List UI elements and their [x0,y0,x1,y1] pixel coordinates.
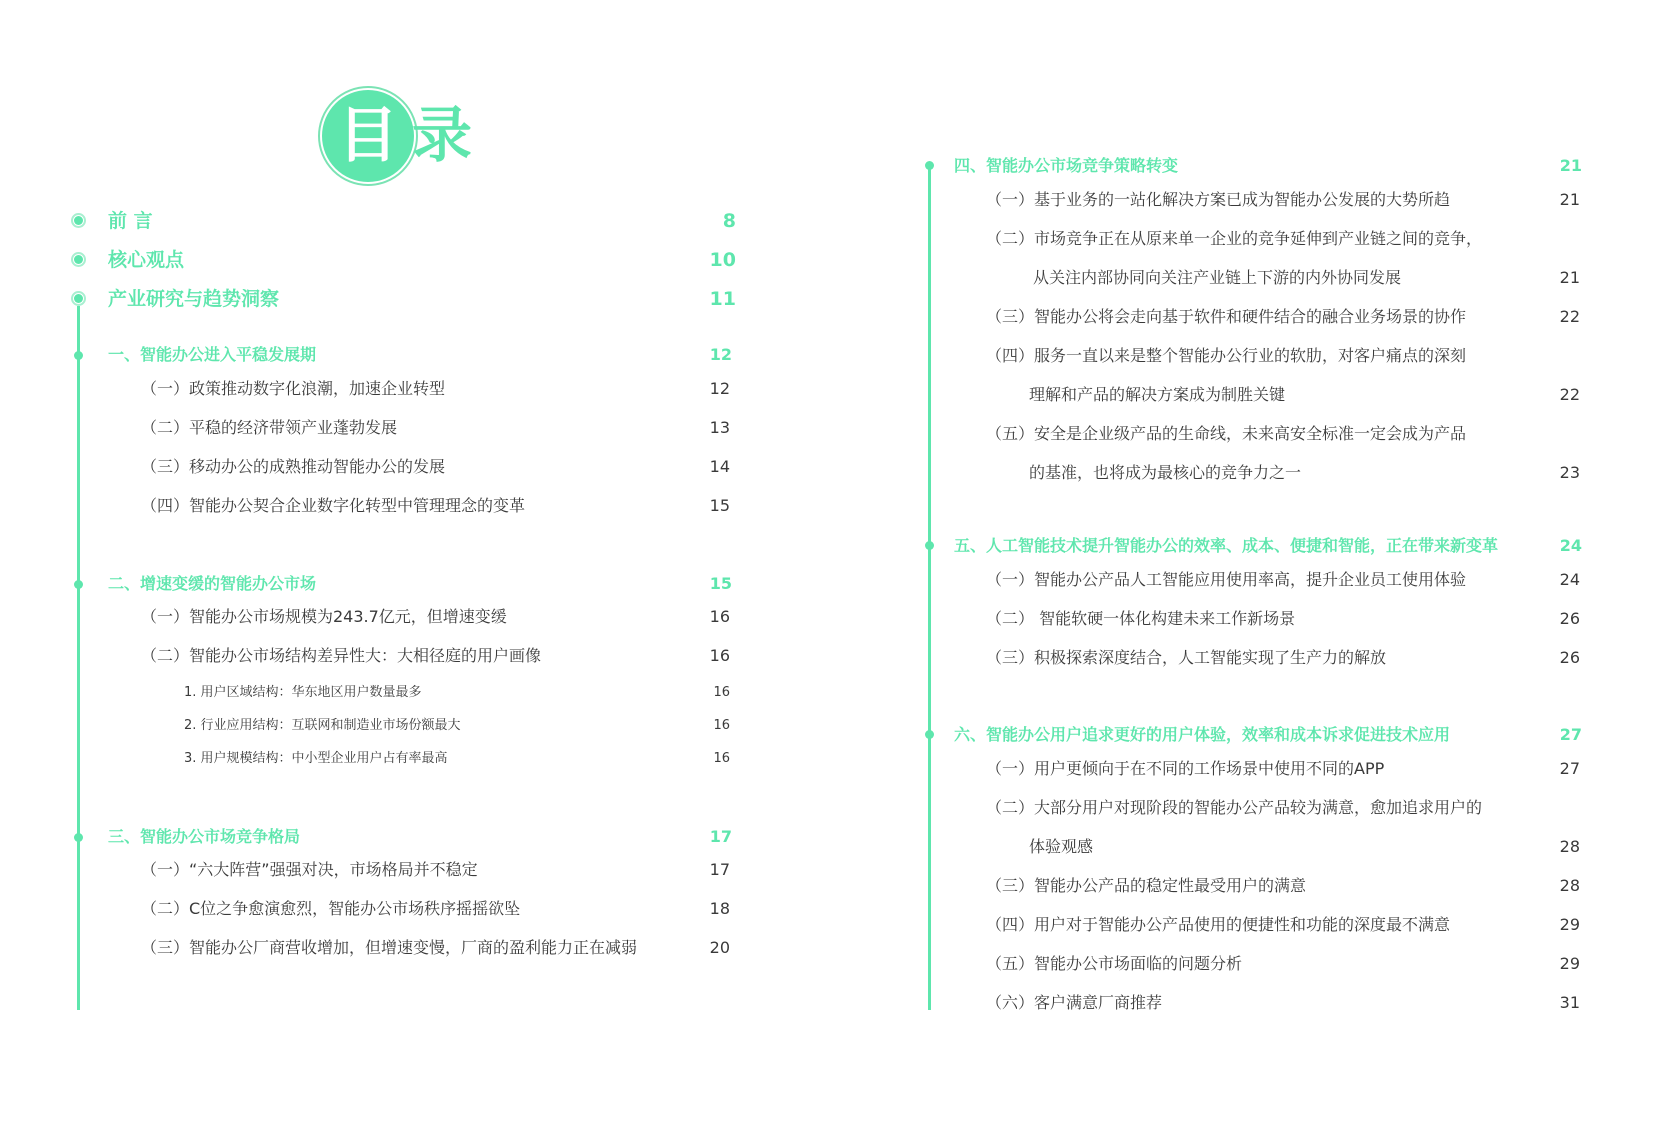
toc-subitem[interactable]: 3. 用户规模结构：中小型企业用户占有率最高 [184,751,448,766]
toc-page-number: 8 [722,210,736,232]
toc-item-continued[interactable]: 的基准，也将成为最核心的竞争力之一 [1029,463,1302,482]
toc-section-1[interactable]: 一、智能办公进入平稳发展期 [108,345,317,364]
toc-item[interactable]: （二）智能办公市场结构差异性大：大相径庭的用户画像 [141,646,542,665]
toc-page-number: 15 [709,496,730,515]
toc-section-2[interactable]: 二、增速变缓的智能办公市场 [108,574,317,593]
toc-page-number: 14 [709,457,730,476]
toc-page-number: 27 [1559,759,1580,778]
toc-page-number: 29 [1559,915,1580,934]
toc-item[interactable]: （一）政策推动数字化浪潮，加速企业转型 [141,379,446,398]
bullet-icon [74,294,83,303]
toc-page-number: 21 [1559,190,1580,209]
toc-item[interactable]: （一）智能办公市场规模为243.7亿元，但增速变缓 [141,607,507,626]
title-char-mu: 目 [338,101,398,171]
toc-item-industry-research[interactable]: 产业研究与趋势洞察 [108,288,280,310]
toc-page-number: 20 [709,938,730,957]
toc-subitem[interactable]: 2. 行业应用结构：互联网和制造业市场份额最大 [184,718,461,733]
toc-page-number: 28 [1559,837,1580,856]
toc-page-number: 16 [713,751,730,766]
toc-item[interactable]: （一）“六大阵营”强强对决，市场格局并不稳定 [141,860,478,879]
toc-page-number: 17 [709,827,732,846]
toc-page-number: 22 [1559,307,1580,326]
toc-item[interactable]: （五）智能办公市场面临的问题分析 [986,954,1243,973]
toc-page-number: 26 [1559,609,1580,628]
toc-page-number: 17 [709,860,730,879]
bullet-icon [74,351,83,360]
left-timeline-line [77,306,80,1010]
toc-item[interactable]: （一）智能办公产品人工智能应用使用率高，提升企业员工使用体验 [986,570,1467,589]
toc-page-number: 22 [1559,385,1580,404]
toc-page-number: 12 [709,379,730,398]
bullet-icon [74,833,83,842]
toc-page-number: 28 [1559,876,1580,895]
toc-item[interactable]: （二）C位之争愈演愈烈，智能办公市场秩序摇摇欲坠 [141,899,521,918]
toc-item[interactable]: （二）大部分用户对现阶段的智能办公产品较为满意，愈加追求用户的 [986,798,1483,817]
toc-item[interactable]: （四）服务一直以来是整个智能办公行业的软肋，对客户痛点的深刻 [986,346,1467,365]
toc-page-number: 15 [709,574,732,593]
toc-item-continued[interactable]: 体验观感 [1029,837,1094,856]
toc-item-key-views[interactable]: 核心观点 [108,249,185,271]
toc-section-5[interactable]: 五、人工智能技术提升智能办公的效率、成本、便捷和智能，正在带来新变革 [954,536,1499,555]
toc-page-number: 16 [713,685,730,700]
toc-page-number: 24 [1559,536,1582,555]
toc-page-number: 23 [1559,463,1580,482]
toc-page-number: 31 [1559,993,1580,1012]
toc-item-foreword[interactable]: 前 言 [108,210,153,232]
toc-item[interactable]: （一）基于业务的一站化解决方案已成为智能办公发展的大势所趋 [986,190,1451,209]
toc-page-number: 26 [1559,648,1580,667]
bullet-icon [74,255,83,264]
toc-page-number: 16 [713,718,730,733]
toc-item[interactable]: （三）移动办公的成熟推动智能办公的发展 [141,457,446,476]
toc-page-number: 29 [1559,954,1580,973]
toc-item[interactable]: （六）客户满意厂商推荐 [986,993,1163,1012]
toc-item[interactable]: （二）平稳的经济带领产业蓬勃发展 [141,418,398,437]
right-timeline-line [928,162,931,1010]
toc-item[interactable]: （三）智能办公产品的稳定性最受用户的满意 [986,876,1307,895]
toc-section-3[interactable]: 三、智能办公市场竞争格局 [108,827,301,846]
toc-item[interactable]: （五）安全是企业级产品的生命线，未来高安全标准一定会成为产品 [986,424,1467,443]
bullet-icon [925,541,934,550]
toc-item[interactable]: （三）智能办公厂商营收增加，但增速变慢，厂商的盈利能力正在减弱 [141,938,638,957]
toc-item[interactable]: （四）智能办公契合企业数字化转型中管理理念的变革 [141,496,526,515]
toc-subitem[interactable]: 1. 用户区域结构：华东地区用户数量最多 [184,685,422,700]
toc-title [318,84,498,194]
bullet-icon [925,161,934,170]
toc-page-number: 16 [709,607,730,626]
toc-page-number: 16 [709,646,730,665]
toc-item[interactable]: （四）用户对于智能办公产品使用的便捷性和功能的深度最不满意 [986,915,1451,934]
toc-page-number: 27 [1559,725,1582,744]
bullet-icon [74,216,83,225]
toc-section-4[interactable]: 四、智能办公市场竞争策略转变 [954,156,1179,175]
toc-item[interactable]: （三）积极探索深度结合，人工智能实现了生产力的解放 [986,648,1387,667]
toc-page-number: 18 [709,899,730,918]
title-char-lu: 录 [412,101,472,171]
toc-item[interactable]: （二） 智能软硬一体化构建未来工作新场景 [986,609,1296,628]
toc-item-continued[interactable]: 从关注内部协同向关注产业链上下游的内外协同发展 [1033,268,1402,287]
toc-item-continued[interactable]: 理解和产品的解决方案成为制胜关键 [1029,385,1286,404]
toc-page-number: 10 [709,249,736,271]
toc-page-number: 11 [709,288,736,310]
toc-item[interactable]: （一）用户更倾向于在不同的工作场景中使用不同的APP [986,759,1385,778]
toc-page-number: 24 [1559,570,1580,589]
toc-page-number: 13 [709,418,730,437]
toc-item[interactable]: （二）市场竞争正在从原来单一企业的竞争延伸到产业链之间的竞争， [986,229,1483,248]
toc-page-number: 12 [709,345,732,364]
bullet-icon [925,730,934,739]
toc-item[interactable]: （三）智能办公将会走向基于软件和硬件结合的融合业务场景的协作 [986,307,1467,326]
toc-section-6[interactable]: 六、智能办公用户追求更好的用户体验，效率和成本诉求促进技术应用 [954,725,1451,744]
toc-page-number: 21 [1559,268,1580,287]
bullet-icon [74,580,83,589]
toc-page-number: 21 [1559,156,1582,175]
